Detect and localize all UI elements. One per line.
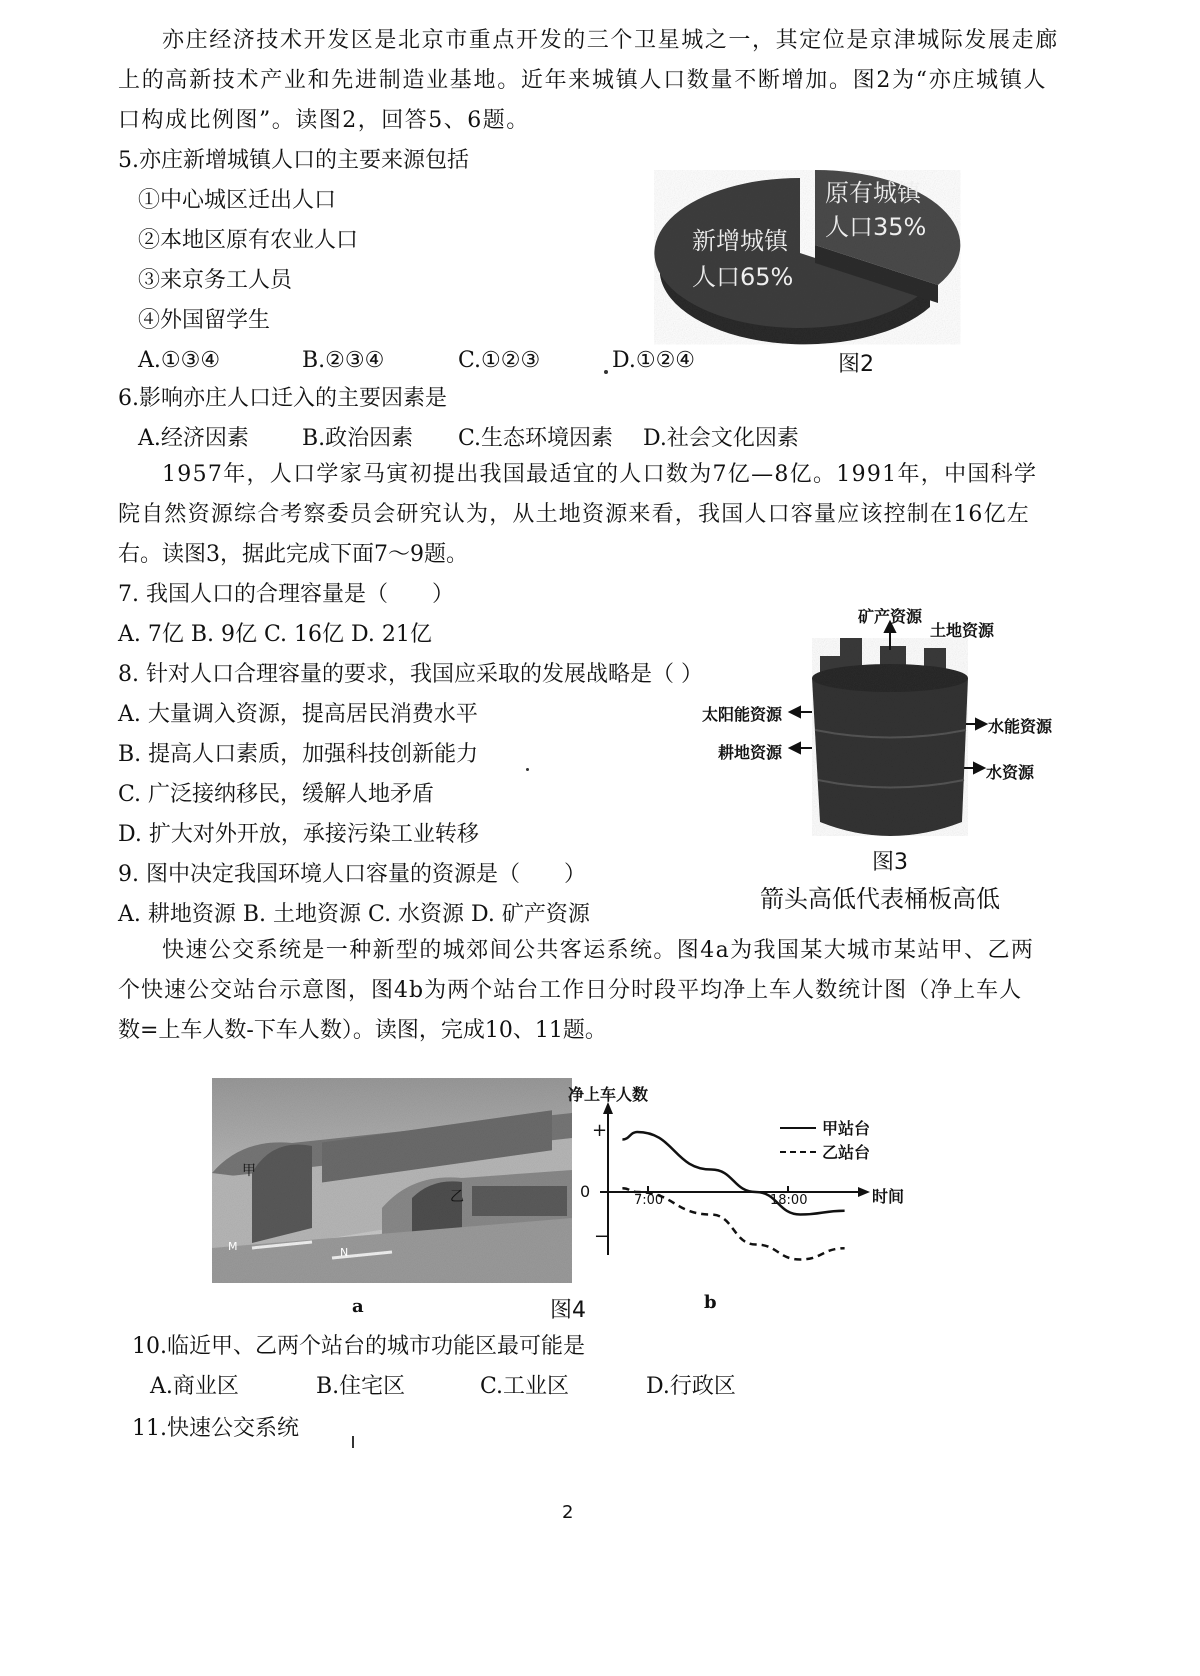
fig3-label-hydro: 水能资源 xyxy=(988,717,1053,736)
scan-speck xyxy=(526,768,529,771)
q5-item: ①中心城区迁出人口 xyxy=(138,188,337,213)
q8-option-a: A. 大量调入资源，提高居民消费水平 xyxy=(118,702,478,727)
figure-4a-label: a xyxy=(352,1296,364,1317)
photo-label-yi: 乙 xyxy=(450,1189,464,1205)
figure-2-pie-chart xyxy=(640,135,970,350)
figure-4b-line-chart xyxy=(570,1080,930,1290)
q8-option-c: C. 广泛接纳移民，缓解人地矛盾 xyxy=(118,782,435,807)
q5-item: ③来京务工人员 xyxy=(138,268,293,293)
pie-label-new-1: 新增城镇 xyxy=(692,227,788,255)
q8-option-d: D. 扩大对外开放，承接污染工业转移 xyxy=(118,822,479,847)
q10-option-a: A.商业区 xyxy=(150,1374,239,1399)
passage3-line3: 数=上车人数-下车人数）。读图，完成10、11题。 xyxy=(118,1018,607,1043)
passage1-line1: 亦庄经济技术开发区是北京市重点开发的三个卫星城之一，其定位是京津城际发展走廊 xyxy=(162,28,1059,53)
passage1-line3: 口构成比例图”。读图2，回答5、6题。 xyxy=(118,108,530,133)
fig3-label-farmland: 耕地资源 xyxy=(718,743,783,762)
chart-x-tick-label-18: 18:00 xyxy=(770,1193,808,1208)
q6-option-b: B.政治因素 xyxy=(302,426,414,451)
photo-label-m: M xyxy=(228,1240,238,1253)
photo-label-jia: 甲 xyxy=(242,1163,256,1179)
fig3-label-solar: 太阳能资源 xyxy=(702,705,783,724)
q10-stem: 10.临近甲、乙两个站台的城市功能区最可能是 xyxy=(132,1334,585,1359)
fig3-label-water: 水资源 xyxy=(986,763,1035,782)
q11-stem: 11.快速公交系统 xyxy=(132,1416,299,1441)
chart-xlabel: 时间 xyxy=(872,1187,905,1206)
fig3-label-land: 土地资源 xyxy=(930,621,995,640)
page-number: 2 xyxy=(562,1502,574,1523)
q10-option-c: C.工业区 xyxy=(480,1374,570,1399)
q5-option-d: D.①②④ xyxy=(612,348,696,373)
q7-stem: 7. 我国人口的合理容量是（ ） xyxy=(118,582,454,607)
q8-option-b: B. 提高人口素质，加强科技创新能力 xyxy=(118,742,479,767)
figure-3-caption: 图3 xyxy=(872,850,908,875)
figure-3-barrel-diagram xyxy=(700,600,1080,860)
chart-y-plus: + xyxy=(592,1120,608,1141)
pie-label-old-1: 原有城镇 xyxy=(825,179,921,207)
passage3-line1: 快速公交系统是一种新型的城郊间公共客运系统。图4a为我国某大城市某站甲、乙两 xyxy=(162,938,1035,963)
pie-label-old-2: 人口35% xyxy=(825,213,927,241)
legend-line-jia xyxy=(780,1127,816,1129)
q8-stem: 8. 针对人口合理容量的要求，我国应采取的发展战略是（ ） xyxy=(118,662,703,687)
q5-item: ②本地区原有农业人口 xyxy=(138,228,359,253)
figure-2-caption: 图2 xyxy=(838,352,874,377)
q9-options: A. 耕地资源 B. 土地资源 C. 水资源 D. 矿产资源 xyxy=(118,902,590,927)
legend-line-yi xyxy=(780,1151,816,1153)
figure-4b-label: b xyxy=(704,1292,717,1313)
q6-stem: 6.影响亦庄人口迁入的主要因素是 xyxy=(118,386,447,411)
legend-label-yi: 乙站台 xyxy=(822,1143,871,1162)
legend-label-jia: 甲站台 xyxy=(822,1119,871,1138)
passage2-line3: 右。读图3，据此完成下面7～9题。 xyxy=(118,542,468,567)
q5-option-b: B.②③④ xyxy=(302,348,385,373)
scan-mark xyxy=(352,1436,354,1448)
pie-label-new-2: 人口65% xyxy=(692,263,794,291)
chart-ylabel: 净上车人数 xyxy=(568,1085,649,1104)
fig3-label-mineral: 矿产资源 xyxy=(858,607,923,626)
passage2-line2: 院自然资源综合考察委员会研究认为，从土地资源来看，我国人口容量应该控制在16亿左 xyxy=(118,502,1030,527)
q6-option-a: A.经济因素 xyxy=(138,426,249,451)
chart-x-tick-label-7: 7:00 xyxy=(634,1193,664,1208)
chart-y-zero: 0 xyxy=(580,1182,591,1201)
chart-y-minus: − xyxy=(594,1226,610,1247)
q9-stem: 9. 图中决定我国环境人口容量的资源是（ ） xyxy=(118,862,586,887)
figure-4-caption: 图4 xyxy=(550,1298,586,1323)
photo-label-n: N xyxy=(340,1246,349,1259)
q6-option-d: D.社会文化因素 xyxy=(643,426,799,451)
figure-3-note: 箭头高低代表桶板高低 xyxy=(760,885,1000,913)
q5-stem: 5.亦庄新增城镇人口的主要来源包括 xyxy=(118,148,469,173)
barrel xyxy=(812,638,968,836)
passage1-line2: 上的高新技术产业和先进制造业基地。近年来城镇人口数量不断增加。图2为“亦庄城镇人 xyxy=(118,68,1048,93)
passage2-line1: 1957年，人口学家马寅初提出我国最适宜的人口数为7亿—8亿。1991年，中国科学 xyxy=(162,462,1038,487)
x-axis-arrow xyxy=(858,1187,870,1197)
q5-item: ④外国留学生 xyxy=(138,308,271,333)
q7-options: A. 7亿 B. 9亿 C. 16亿 D. 21亿 xyxy=(118,622,432,647)
passage3-line2: 个快速公交站台示意图，图4b为两个站台工作日分时段平均净上车人数统计图（净上车人 xyxy=(118,978,1023,1003)
q10-option-b: B.住宅区 xyxy=(316,1374,406,1399)
q5-option-c: C.①②③ xyxy=(458,348,541,373)
q10-option-d: D.行政区 xyxy=(646,1374,736,1399)
q5-option-a: A.①③④ xyxy=(138,348,221,373)
q6-option-c: C.生态环境因素 xyxy=(458,426,614,451)
figure-4a-photo xyxy=(212,1078,572,1283)
scan-speck xyxy=(604,370,608,374)
